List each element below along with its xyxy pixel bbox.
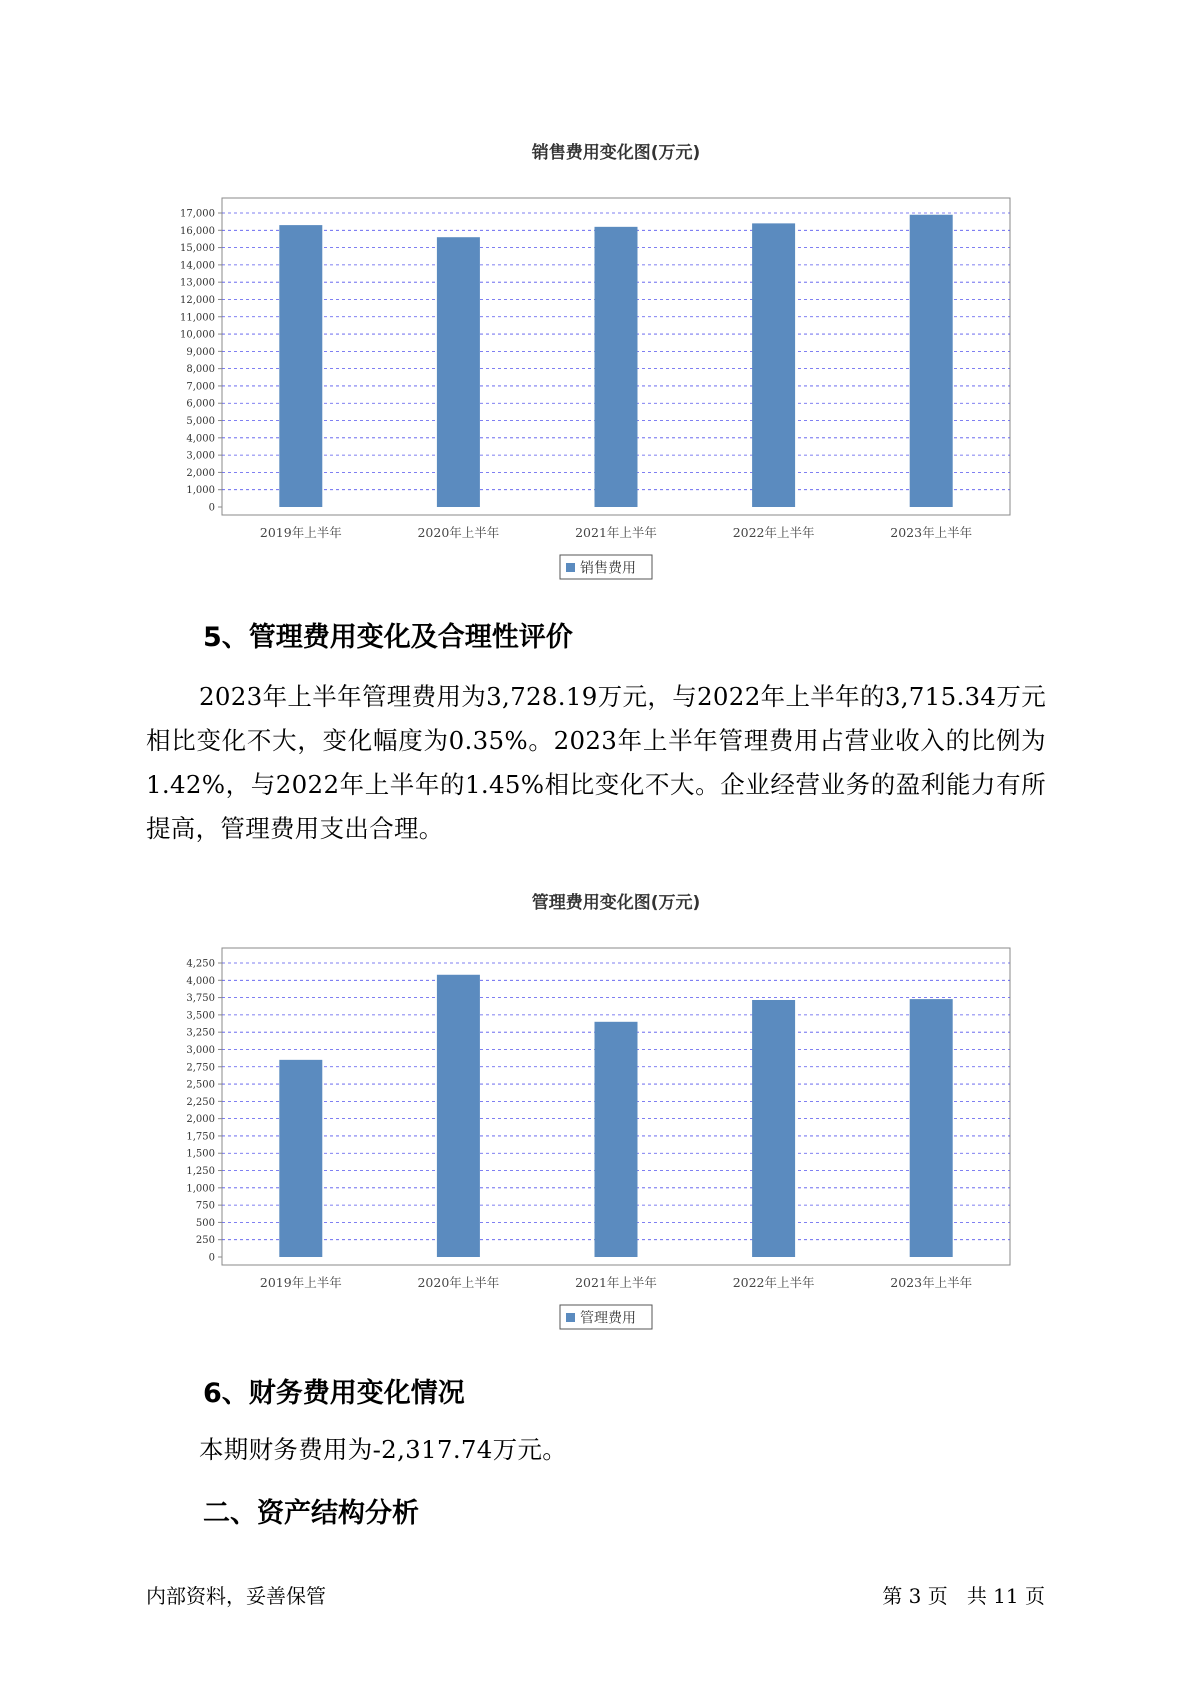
x-tick-label: 2020年上半年 [417, 1275, 500, 1290]
x-tick-label: 2023年上半年 [890, 525, 973, 540]
sales-expense-chart [0, 120, 1191, 577]
y-tick-label: 4,000 [186, 975, 215, 987]
bar [595, 1022, 638, 1257]
x-tick-label: 2022年上半年 [732, 1275, 815, 1290]
y-tick-label: 1,000 [186, 1183, 215, 1195]
x-tick-label: 2019年上半年 [259, 1275, 342, 1290]
y-tick-label: 3,000 [186, 450, 215, 462]
x-tick-label: 2021年上半年 [575, 525, 657, 540]
bar [910, 215, 953, 507]
section-two-heading: 二、资产结构分析 [203, 1498, 419, 1529]
legend-label: 销售费用 [580, 560, 636, 577]
y-tick-label: 3,000 [186, 1044, 215, 1056]
bar [910, 999, 953, 1257]
y-tick-label: 2,750 [186, 1062, 215, 1074]
legend-swatch [566, 563, 575, 572]
chart-title: 销售费用变化图(万元) [531, 143, 701, 163]
section-6-heading: 6、财务费用变化情况 [203, 1378, 465, 1409]
y-tick-label: 17,000 [180, 208, 215, 220]
bar [279, 1060, 322, 1257]
x-tick-label: 2019年上半年 [259, 525, 342, 540]
y-tick-label: 500 [195, 1217, 215, 1229]
bar [437, 237, 480, 507]
y-tick-label: 9,000 [186, 346, 215, 358]
y-tick-label: 5,000 [186, 416, 215, 428]
y-tick-label: 750 [195, 1200, 215, 1212]
y-tick-label: 3,500 [186, 1010, 215, 1022]
legend-swatch [566, 1313, 575, 1322]
y-tick-label: 4,250 [186, 958, 215, 970]
section-6-paragraph: 本期财务费用为-2,317.74万元。 [199, 1435, 568, 1464]
y-tick-label: 13,000 [180, 277, 215, 289]
y-tick-label: 4,000 [186, 433, 215, 445]
y-tick-label: 7,000 [186, 381, 215, 393]
bar [437, 975, 480, 1257]
section-5-heading: 5、管理费用变化及合理性评价 [203, 622, 573, 653]
y-tick-label: 16,000 [180, 225, 215, 237]
y-tick-label: 1,750 [186, 1131, 215, 1143]
y-tick-label: 0 [208, 502, 215, 514]
bar [595, 227, 638, 507]
x-tick-label: 2020年上半年 [417, 525, 500, 540]
y-tick-label: 14,000 [180, 260, 215, 272]
x-tick-label: 2023年上半年 [890, 1275, 973, 1290]
section-5-paragraph: 2023年上半年管理费用为3,728.19万元，与2022年上半年的3,715.34万元相比变化不大，变化幅度为0.35%。2023年上半年管理费用占营业收入的比例为1.42%，与2022年上半年的1.45%相比变化不大。企业经营业务的盈利能力有所提高，管理费用支出合理。 [146, 682, 1046, 843]
y-tick-label: 2,250 [186, 1096, 215, 1108]
bar [279, 225, 322, 507]
bar [752, 1000, 795, 1257]
footer-page-number: 第 3 页 共 11 页 [882, 1584, 1045, 1608]
footer-confidential: 内部资料，妥善保管 [146, 1584, 326, 1608]
y-tick-label: 8,000 [186, 364, 215, 376]
bar [752, 223, 795, 507]
y-tick-label: 250 [195, 1235, 215, 1247]
y-tick-label: 3,250 [186, 1027, 215, 1039]
y-tick-label: 10,000 [180, 329, 215, 341]
y-tick-label: 15,000 [180, 243, 215, 255]
admin-expense-chart-svg [0, 870, 1191, 1327]
y-tick-label: 3,750 [186, 993, 215, 1005]
y-tick-label: 1,000 [186, 485, 215, 497]
y-tick-label: 1,500 [186, 1148, 215, 1160]
sales-expense-chart-svg [0, 120, 1191, 577]
y-tick-label: 1,250 [186, 1166, 215, 1178]
x-tick-label: 2022年上半年 [732, 525, 815, 540]
y-tick-label: 6,000 [186, 398, 215, 410]
x-tick-label: 2021年上半年 [575, 1275, 657, 1290]
admin-expense-chart [0, 870, 1191, 1327]
y-tick-label: 11,000 [180, 312, 215, 324]
y-tick-label: 2,500 [186, 1079, 215, 1091]
y-tick-label: 2,000 [186, 1114, 215, 1126]
chart-title: 管理费用变化图(万元) [531, 893, 701, 913]
y-tick-label: 12,000 [180, 294, 215, 306]
legend-label: 管理费用 [580, 1310, 636, 1327]
y-tick-label: 0 [208, 1252, 215, 1264]
y-tick-label: 2,000 [186, 467, 215, 479]
